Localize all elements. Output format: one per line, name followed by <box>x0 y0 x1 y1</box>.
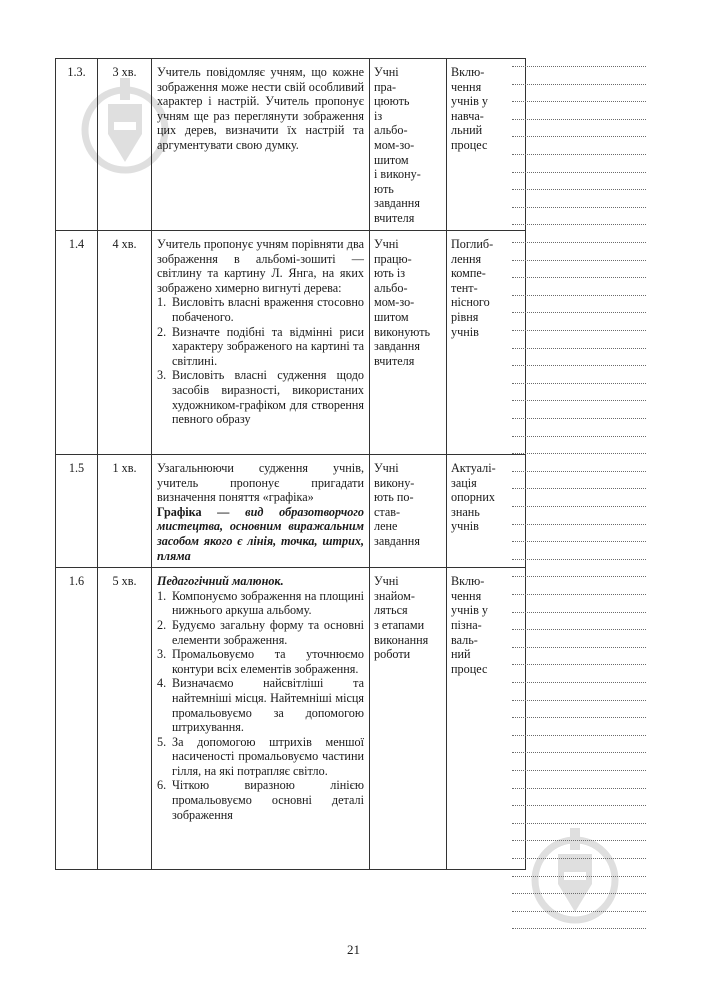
note-line <box>512 242 646 243</box>
row-time: 4 хв. <box>98 231 152 455</box>
definition <box>157 505 364 563</box>
note-line <box>512 119 646 120</box>
expected-result: Вклю- чення учнів у пізна- валь- ний процес <box>447 568 526 870</box>
row-number: 1.6 <box>56 568 98 870</box>
page-number: 21 <box>347 942 360 957</box>
row-time: 5 хв. <box>98 568 152 870</box>
definition-text: — вид образотворчого мистецтва, основним виражальним засобом якого є лінія, точка, штрих, пляма <box>157 504 364 563</box>
note-line <box>512 260 646 261</box>
row-number: 1.3. <box>56 59 98 231</box>
note-line <box>512 612 646 613</box>
note-line <box>512 207 646 208</box>
note-line <box>512 576 646 577</box>
note-line <box>512 365 646 366</box>
table-row <box>56 231 526 455</box>
note-line <box>512 682 646 683</box>
expected-result: Поглиб- лення компе- тент- нісного рівня учнів <box>447 231 526 455</box>
note-line <box>512 735 646 736</box>
student-activity: Учні викону- ють по- став- лене завдання <box>370 455 447 568</box>
note-line <box>512 770 646 771</box>
note-line <box>512 471 646 472</box>
teacher-activity-text: Узагальнюючи судження учнів, учитель пропонує пригадати визначення поняття «графіка» <box>157 461 364 505</box>
step-list <box>157 589 364 823</box>
note-line <box>512 312 646 313</box>
note-line <box>512 752 646 753</box>
note-line <box>512 788 646 789</box>
teacher-activity <box>152 231 370 455</box>
definition-term: Графіка <box>157 504 202 519</box>
student-activity: Учні працю- ють із альбо- мом-зо- шитом виконують завдання вчителя <box>370 231 447 455</box>
list-item: 2. Будуємо загальну форму та основні елементи зображення. <box>157 617 364 647</box>
list-item: 1. Компонуємо зображення на площині нижнього аркуша альбому. <box>157 588 364 618</box>
note-line <box>512 224 646 225</box>
note-line <box>512 436 646 437</box>
note-line <box>512 541 646 542</box>
note-line <box>512 383 646 384</box>
teacher-activity: Учитель повідомляє учням, що кожне зображення може нести свій особливий характер і настрій. Учитель пропонує учням ще раз переглянути зображення цих дерев, визначити їх настрій та аргументувати свою думку. <box>152 59 370 231</box>
teacher-activity <box>152 455 370 568</box>
expected-result: Актуалі- зація опорних знань учнів <box>447 455 526 568</box>
note-line <box>512 858 646 859</box>
student-activity: Учні знайом- ляться з етапами виконання роботи <box>370 568 447 870</box>
list-item: 2. Визначте подібні та відмінні риси характеру зображеного на картині та світлині. <box>157 324 364 368</box>
list-item: 1. Висловіть власні враження стосовно побаченого. <box>157 295 364 324</box>
note-line <box>512 136 646 137</box>
note-line <box>512 506 646 507</box>
note-line <box>512 629 646 630</box>
note-line <box>512 559 646 560</box>
note-line <box>512 84 646 85</box>
section-heading: Педагогічний малюнок. <box>157 574 284 589</box>
note-line <box>512 488 646 489</box>
note-line <box>512 101 646 102</box>
row-time: 1 хв. <box>98 455 152 568</box>
row-number: 1.4 <box>56 231 98 455</box>
note-line <box>512 823 646 824</box>
note-line <box>512 66 646 67</box>
list-item: 6. Чіткою виразною лінією промальовуємо основні деталі зображення <box>157 778 364 822</box>
note-line <box>512 400 646 401</box>
note-line <box>512 594 646 595</box>
note-line <box>512 172 646 173</box>
lesson-plan-table <box>55 58 526 870</box>
table-row <box>56 455 526 568</box>
note-line <box>512 154 646 155</box>
note-line <box>512 700 646 701</box>
note-line <box>512 418 646 419</box>
list-item: 3. Промальовуємо та уточнюємо контури всіх елементів зображення. <box>157 647 364 676</box>
note-line <box>512 277 646 278</box>
notes-area <box>512 56 646 936</box>
note-line <box>512 295 646 296</box>
note-line <box>512 840 646 841</box>
task-list <box>157 295 364 426</box>
note-line <box>512 453 646 454</box>
teacher-activity <box>152 568 370 870</box>
list-item: 4. Визначаємо найсвітліші та найтемніші місця. Найтемніші місця промальовуємо за допомогою штрихування. <box>157 676 364 735</box>
row-number: 1.5 <box>56 455 98 568</box>
note-line <box>512 330 646 331</box>
note-line <box>512 524 646 525</box>
note-line <box>512 911 646 912</box>
list-item: 3. Висловіть власні судження щодо засобів виразності, використаних художником-графіком для створення певного образу <box>157 368 364 427</box>
note-line <box>512 928 646 929</box>
note-line <box>512 647 646 648</box>
row-time: 3 хв. <box>98 59 152 231</box>
note-line <box>512 664 646 665</box>
note-line <box>512 717 646 718</box>
note-line <box>512 805 646 806</box>
table-row <box>56 59 526 231</box>
student-activity: Учні пра- цюють із альбо- мом-зо- шитом і викону- ють завдання вчителя <box>370 59 447 231</box>
teacher-activity-text: Учитель пропонує учням порівняти два зображення в альбомі-зошиті — світлину та картину Л. Янга, на яких зображено химерно вигнуті дерева: <box>157 237 364 295</box>
table-row <box>56 568 526 870</box>
note-line <box>512 189 646 190</box>
note-line <box>512 348 646 349</box>
note-line <box>512 876 646 877</box>
expected-result: Вклю- чення учнів у навча- льний процес <box>447 59 526 231</box>
list-item: 5. За допомогою штрихів меншої насиченості промальовуємо частини гілля, на які потрапляє світло. <box>157 734 364 778</box>
note-line <box>512 893 646 894</box>
